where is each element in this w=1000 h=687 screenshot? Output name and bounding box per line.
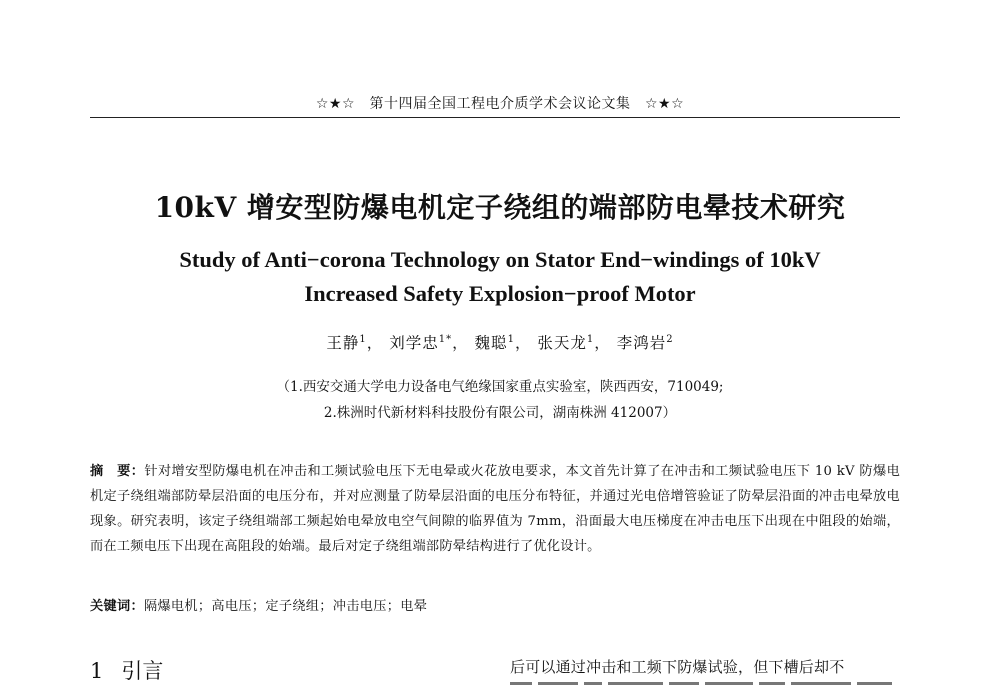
keywords xyxy=(90,595,900,614)
keywords-label: 关键词： xyxy=(90,599,144,614)
title-english-line-1: Study of Anti−corona Technology on Stator End−windings of 10kV xyxy=(179,247,821,272)
affiliation-line-1: （1.西安交通大学电力设备电气绝缘国家重点实验室，陕西西安，710049; xyxy=(276,379,724,395)
author-affil-mark: 1* xyxy=(438,333,453,345)
author-list: 王静$^1$， 刘学忠$^{1*}$， 魏聪$^1$， 张天龙$^1$， 李鸿岩$^2$ xyxy=(326,333,674,352)
author-name: 刘学忠 xyxy=(389,334,439,352)
title-chinese: 10kV 增安型防爆电机定子绕组的端部防电晕技术研究 xyxy=(154,191,846,224)
author-affil-mark: 1 xyxy=(507,333,515,345)
header-rule xyxy=(90,117,900,118)
section-heading xyxy=(90,655,163,685)
author-name: 王静 xyxy=(326,334,360,352)
affiliations xyxy=(0,374,1000,426)
abstract-label: 摘 要： xyxy=(90,464,145,479)
affiliation-line-2: 2.株洲时代新材料科技股份有限公司，湖南株洲 412007） xyxy=(323,405,677,421)
author-affil-mark: 1 xyxy=(359,333,367,345)
section-number: 1 xyxy=(90,659,104,683)
author-affil-mark: 1 xyxy=(586,333,595,345)
keywords-text: 隔爆电机；高电压；定子绕组；冲击电压；电晕 xyxy=(143,599,428,614)
body-text-right-column: 后可以通过冲击和工频下防爆试验，但下槽后却不 xyxy=(510,658,845,676)
title-english xyxy=(60,243,940,311)
abstract-text: 针对增安型防爆电机在冲击和工频试验电压下无电晕或火花放电要求，本文首先计算了在冲击和工频试验电压下 10 kV 防爆电机定子绕组端部防晕层沿面的电压分布，并对应测量了防晕层沿面的电压分布特征，并通过光电倍增管验证了防晕层沿面的冲击电晕放电现象。研究表明，该定子绕组端部工频起始电晕放电空气间隙的临界值为 7mm，沿面最大电压梯度在冲击电压下出现在中阻段的始端，而在工频电压下出现在高阻段的始端。最后对定子绕组端部防晕结构进行了优化设计。 xyxy=(90,464,901,554)
section-title: 引言 xyxy=(121,659,164,683)
author-name: 李鸿岩 xyxy=(616,334,667,352)
title-english-line-2: Increased Safety Explosion−proof Motor xyxy=(304,281,696,306)
cut-off-text-line xyxy=(510,682,902,687)
abstract xyxy=(90,459,900,559)
author-affil-mark: 2 xyxy=(666,333,674,345)
author-name: 魏聪 xyxy=(474,334,508,352)
author-name: 张天龙 xyxy=(537,334,587,352)
proceedings-header: ☆★☆ 第十四届全国工程电介质学术会议论文集 ☆★☆ xyxy=(315,96,685,112)
